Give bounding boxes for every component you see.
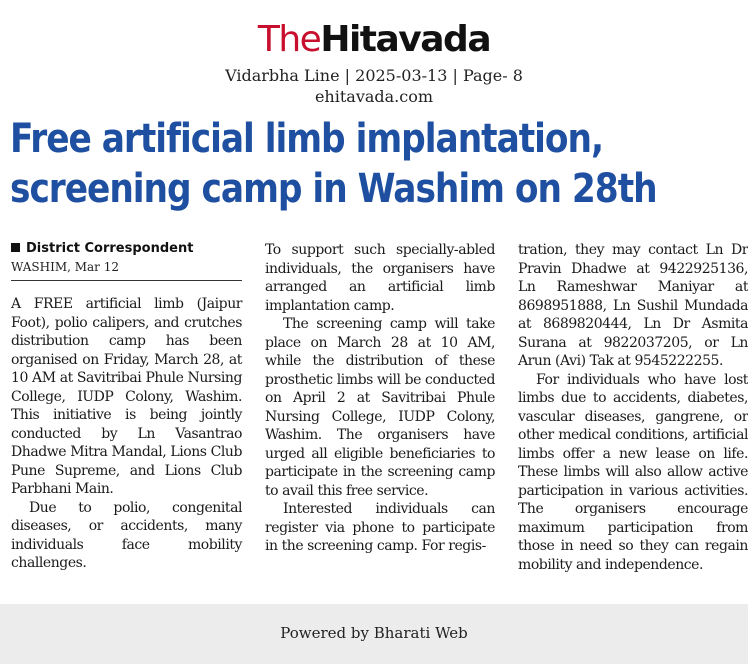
byline-author-text: District Correspondent [26, 241, 194, 256]
article-headline: Free artificial limb implantation, screening camp in Washim on 28th [10, 116, 657, 212]
column-paragraph: Due to polio, congenital diseases, or accidents, many individuals face mobility challenges. [11, 499, 242, 571]
column-paragraph: For individuals who have lost limbs due to accidents, diabetes, vascular diseases, gangrene, or other medical conditions, artificial limbs offer a new lease on life. These limbs will also allow active participation in various activities. The organisers encourage maximum participation from those in need so they can regain mobility and independence. [518, 371, 748, 573]
byline-divider [11, 280, 242, 281]
logo-the: The [257, 19, 321, 60]
column-paragraph: tration, they may contact Ln Dr Pravin Dhadwe at 9422925136, Ln Rameshwar Maniyar at 8698951888, Ln Sushil Mundada at 8689820444, Ln Dr Asmita Surana at 9822037205, or Ln Arun (Avi) Tak at 9545222255. [518, 242, 748, 369]
masthead [0, 20, 748, 60]
column-paragraph: To support such specially-abled individuals, the organisers have arranged an artificial limb implantation camp. [265, 242, 495, 314]
article-column-1 [11, 295, 242, 573]
website-link[interactable]: ehitavada.com [314, 87, 434, 106]
powered-by-link[interactable]: Powered by Bharati Web [280, 624, 468, 642]
column-paragraph: Interested individuals can register via phone to participate in the screening camp. For regis- [265, 501, 495, 554]
article-column-3 [518, 241, 748, 574]
byline-block [11, 240, 242, 281]
article-column-2 [265, 241, 495, 556]
byline-square-icon [11, 243, 20, 252]
logo-hitavada: Hitavada [320, 19, 491, 60]
column-paragraph: A FREE artificial limb (Jaipur Foot), polio calipers, and crutches distribution camp has been organised on Friday, March 28, at 10 AM at Savitribai Phule Nursing College, IUDP Colony, Washim. This initiative is being jointly conducted by Ln Vasantrao Dhadwe Mitra Mandal, Lions Club Pune Supreme, and Lions Club Parbhani Main. [11, 296, 242, 497]
footer-bar [0, 604, 748, 664]
newspaper-logo[interactable] [258, 20, 490, 60]
dateline: WASHIM, Mar 12 [11, 260, 120, 274]
column-paragraph: The screening camp will take place on March 28 at 10 AM, while the distribution of these prosthetic limbs will be conducted on April 2 at Savitribai Phule Nursing College, IUDP Colony, Washim. The organisers have urged all eligible beneficiaries to participate in the screening camp to avail this free service. [265, 316, 495, 499]
byline-author [11, 240, 242, 258]
edition-line: Vidarbha Line | 2025-03-13 | Page- 8 [225, 66, 523, 85]
